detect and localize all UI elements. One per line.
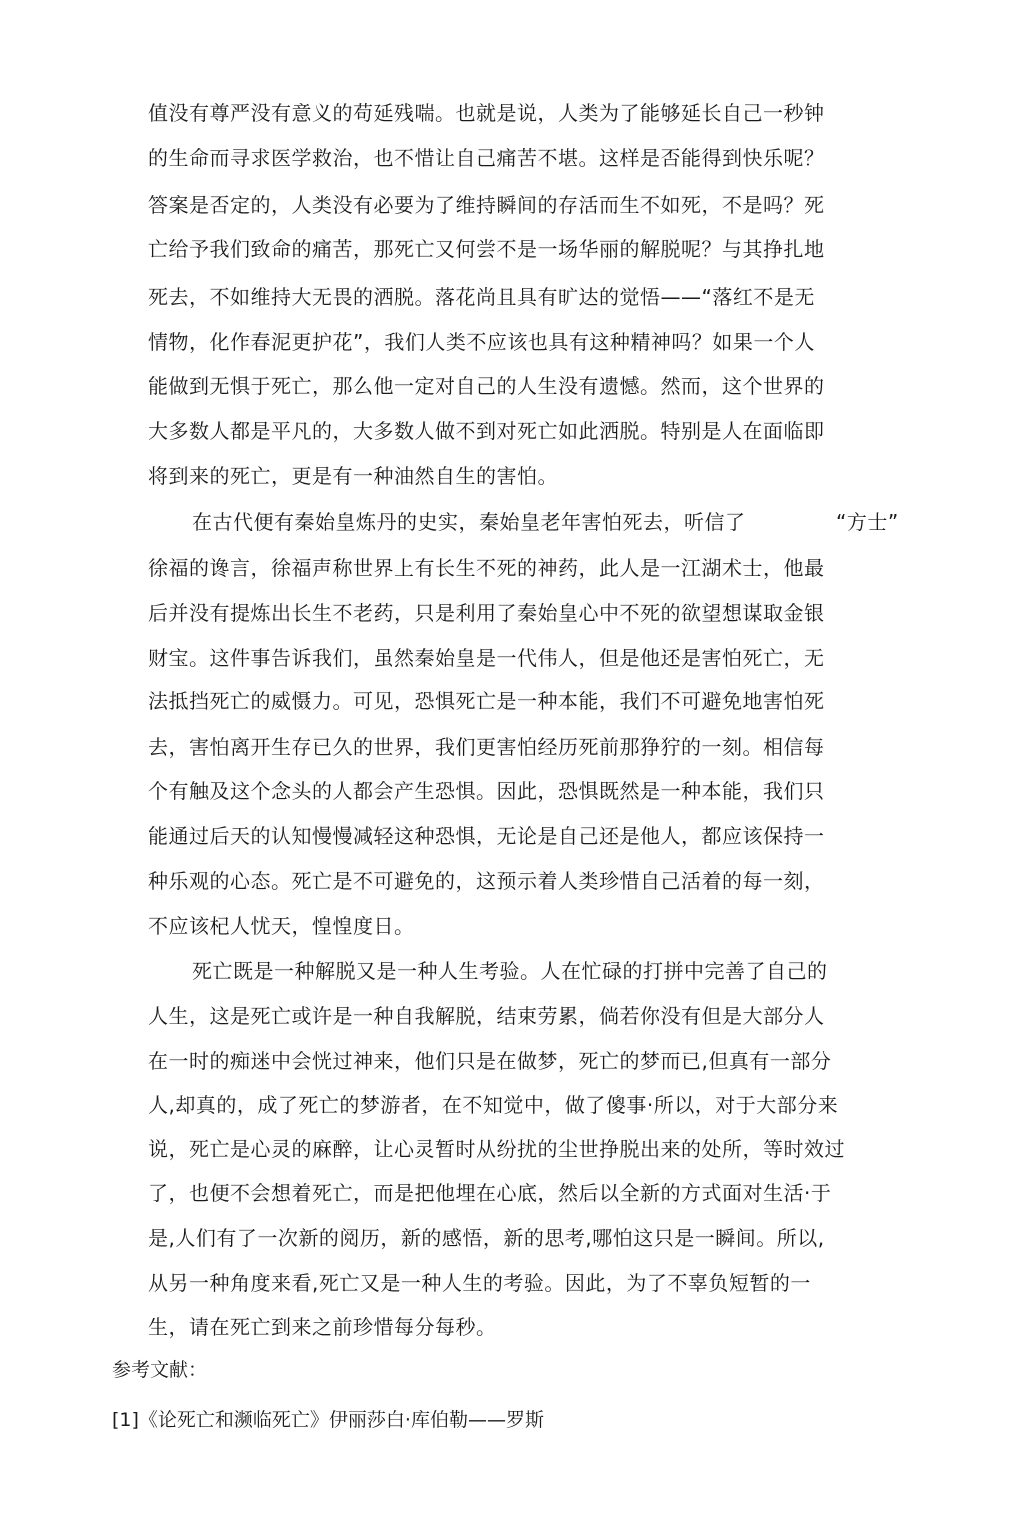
text-line: 法抵挡死亡的威慑力。可见，恐惧死亡是一种本能，我们不可避免地害怕死 [148, 689, 825, 713]
text-line: 人,却真的，成了死亡的梦游者，在不知觉中，做了傻事·所以，对于大部分来 [148, 1093, 839, 1117]
text-line: 去，害怕离开生存已久的世界，我们更害怕经历死前那狰狞的一刻。相信每 [148, 735, 825, 759]
text-line: 答案是否定的，人类没有必要为了维持瞬间的存活而生不如死，不是吗？死 [148, 193, 825, 217]
text-line: 的生命而寻求医学救治，也不惜让自己痛苦不堪。这样是否能得到快乐呢？ [148, 146, 825, 170]
text-line: 值没有尊严没有意义的苟延残喘。也就是说，人类为了能够延长自己一秒钟 [148, 101, 825, 125]
references-title: 参考文献： [112, 1359, 208, 1381]
text-line: 在一时的痴迷中会恍过神来，他们只是在做梦，死亡的梦而已,但真有一部分 [148, 1049, 832, 1073]
text-line: 生，请在死亡到来之前珍惜每分每秒。 [148, 1315, 497, 1339]
text-line: 种乐观的心态。死亡是不可避免的，这预示着人类珍惜自己活着的每一刻， [148, 869, 825, 893]
text-line: 将到来的死亡，更是有一种油然自生的害怕。 [148, 464, 558, 488]
text-line: 亡给予我们致命的痛苦，那死亡又何尝不是一场华丽的解脱呢？与其挣扎地 [148, 237, 825, 261]
text-line: 是,人们有了一次新的阅历，新的感悟，新的思考,哪怕这只是一瞬间。所以, [148, 1226, 825, 1250]
text-line: 后并没有提炼出长生不老药，只是利用了秦始皇心中不死的欲望想谋取金银 [148, 601, 825, 625]
reference-item: [1]《论死亡和濒临死亡》伊丽莎白·库伯勒——罗斯 [112, 1409, 544, 1431]
text-line: 说，死亡是心灵的麻醉，让心灵暂时从纷扰的尘世挣脱出来的处所，等时效过 [148, 1137, 845, 1161]
text-line: 死亡既是一种解脱又是一种人生考验。人在忙碌的打拼中完善了自己的 [192, 959, 828, 983]
text-line: 能做到无惧于死亡，那么他一定对自己的人生没有遗憾。然而，这个世界的 [148, 374, 825, 398]
text-line: 徐福的谗言，徐福声称世界上有长生不死的神药，此人是一江湖术士，他最 [148, 556, 825, 580]
text-line: 死去，不如维持大无畏的洒脱。落花尚且具有旷达的觉悟——“落红不是无 [148, 285, 815, 309]
text-line: 在古代便有秦始皇炼丹的史实，秦始皇老年害怕死去，听信了 [192, 510, 746, 534]
text-line: 能通过后天的认知慢慢减轻这种恐惧，无论是自己还是他人，都应该保持一 [148, 824, 825, 848]
text-line: 财宝。这件事告诉我们，虽然秦始皇是一代伟人，但是他还是害怕死亡，无 [148, 646, 825, 670]
text-line: 情物，化作春泥更护花”，我们人类不应该也具有这种精神吗？如果一个人 [148, 330, 815, 354]
text-line: 大多数人都是平凡的，大多数人做不到对死亡如此洒脱。特别是人在面临即 [148, 419, 825, 443]
text-line: 了，也便不会想着死亡，而是把他埋在心底，然后以全新的方式面对生活·于 [148, 1181, 832, 1205]
text-line: 从另一种角度来看,死亡又是一种人生的考验。因此，为了不辜负短暂的一 [148, 1271, 811, 1295]
text-line: 人生，这是死亡或许是一种自我解脱，结束劳累，倘若你没有但是大部分人 [148, 1004, 825, 1028]
text-line: “方士” [836, 510, 899, 534]
text-line: 不应该杞人忧天，惶惶度日。 [148, 914, 415, 938]
text-line: 个有触及这个念头的人都会产生恐惧。因此，恐惧既然是一种本能，我们只 [148, 779, 825, 803]
